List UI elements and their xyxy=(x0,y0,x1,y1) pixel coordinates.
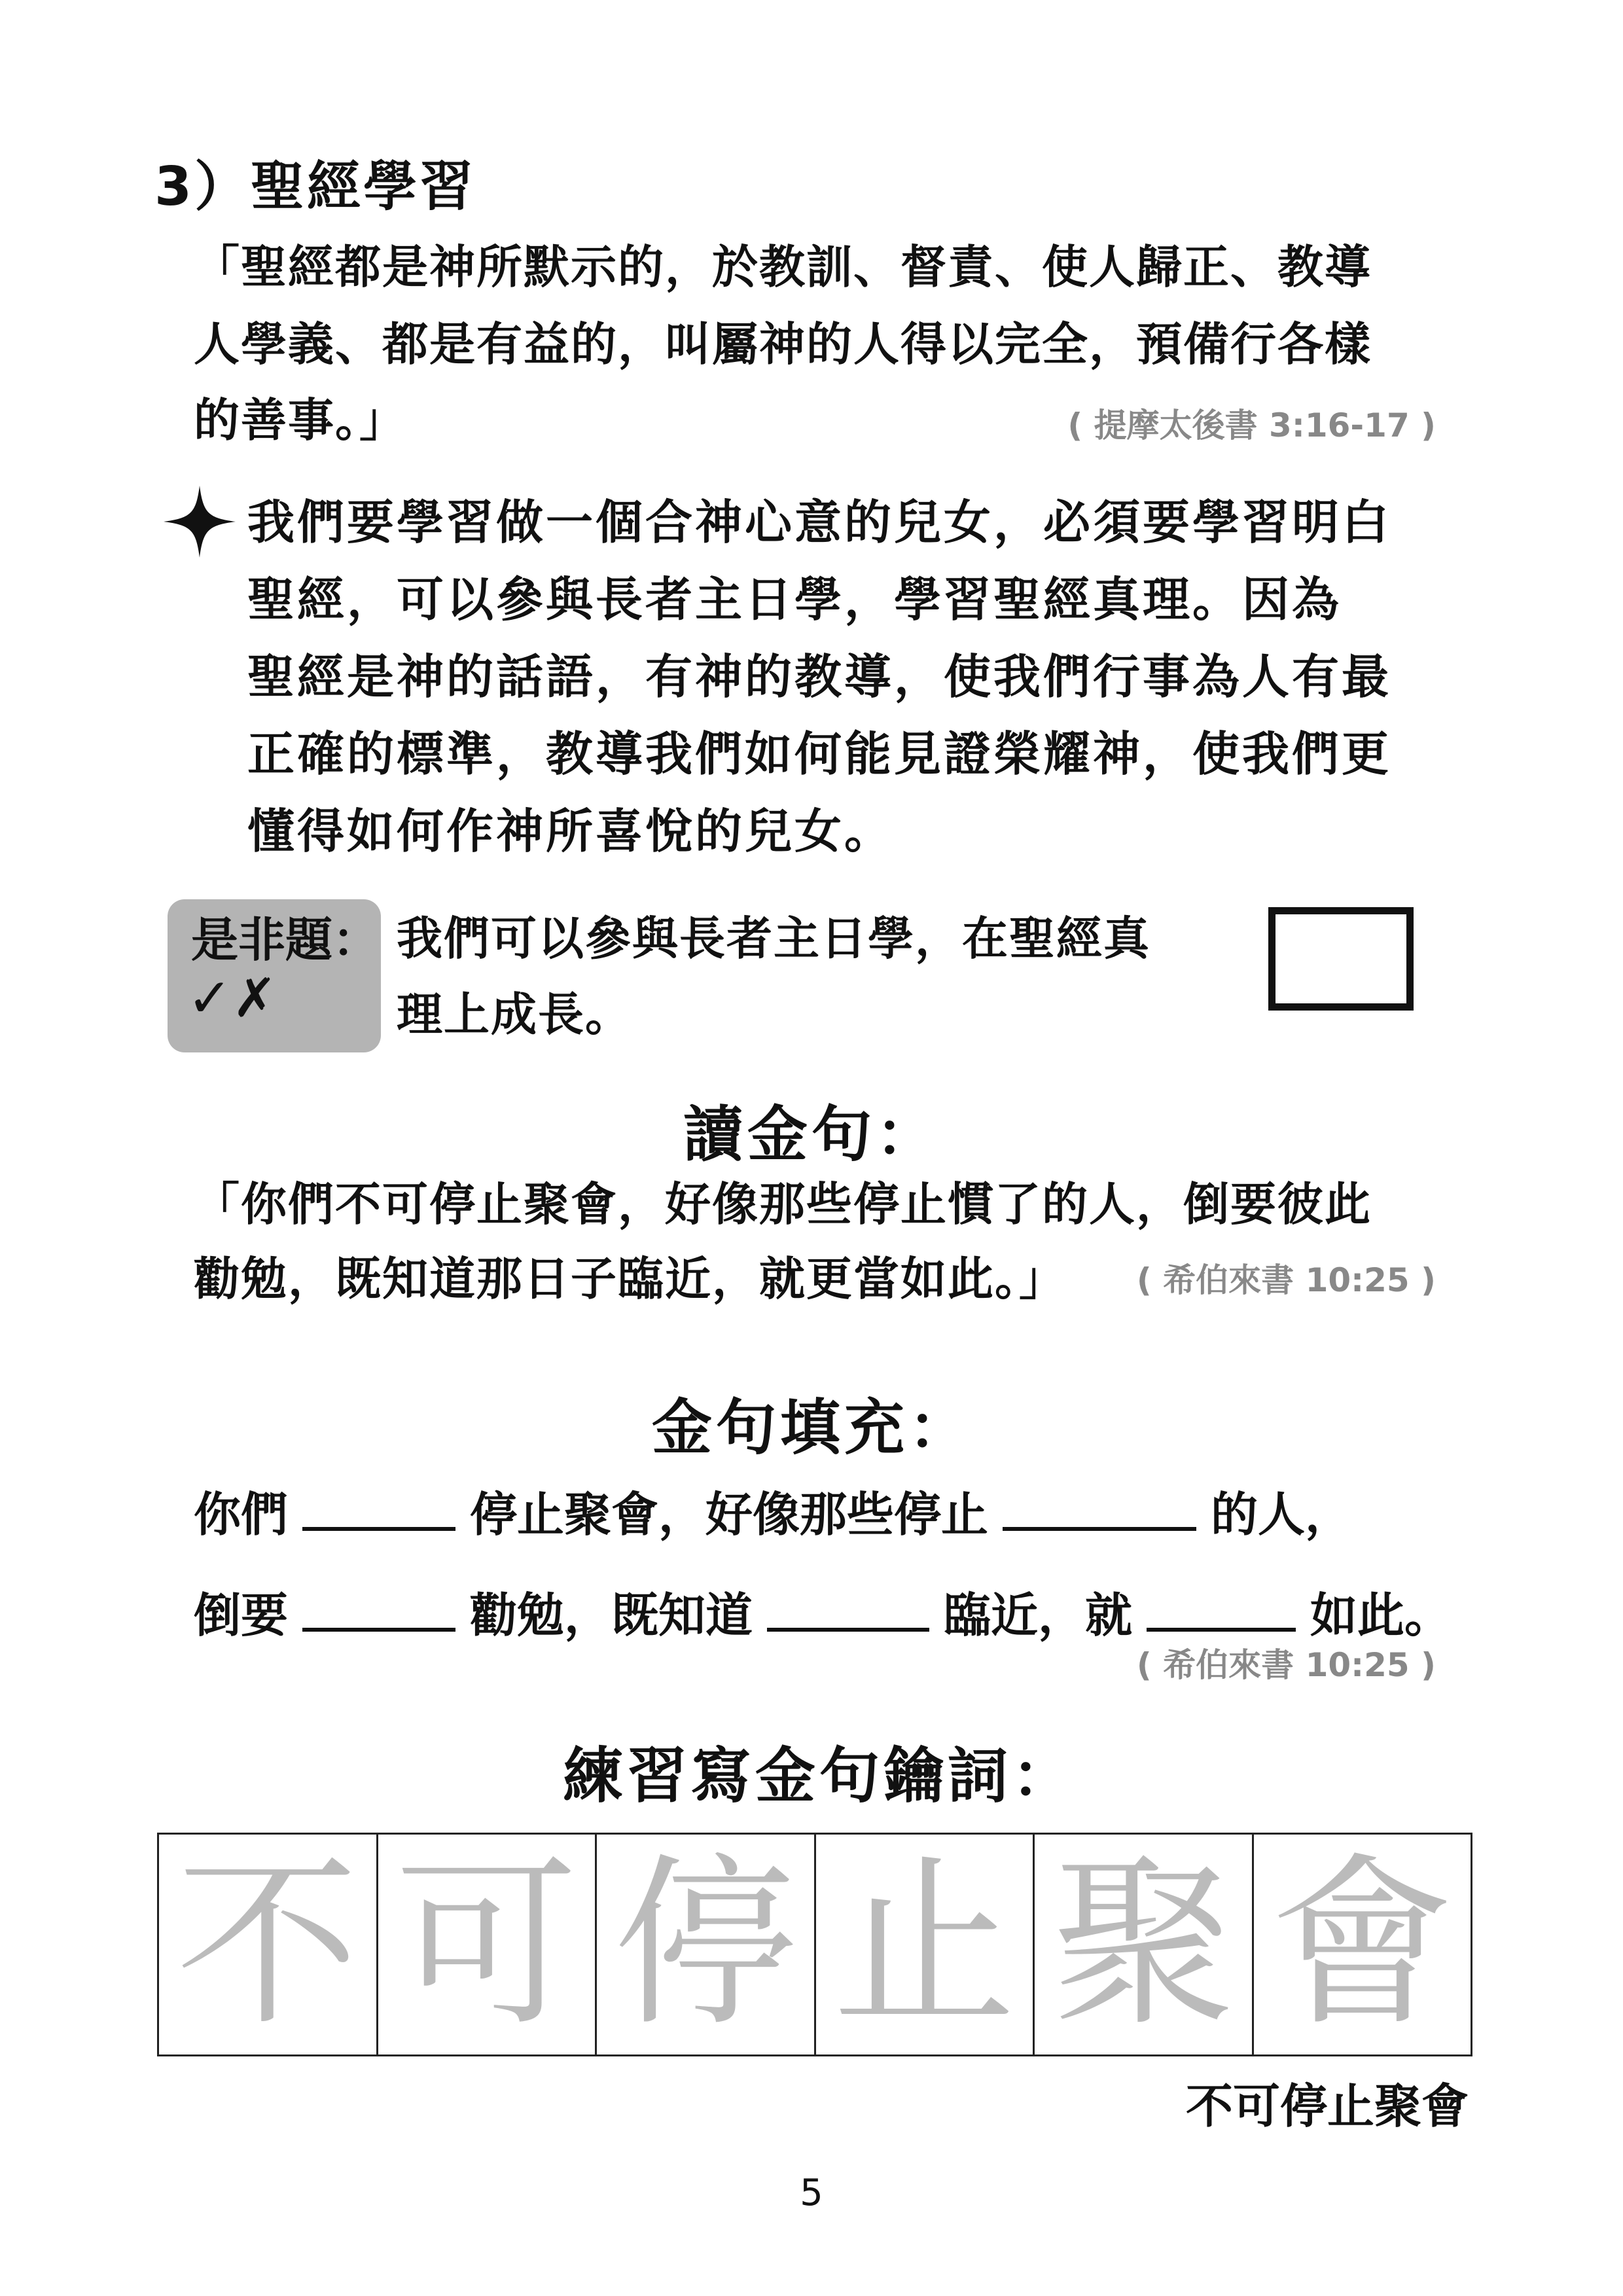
section-title: 3）聖經學習 xyxy=(154,156,476,218)
practice-cell[interactable]: 停 xyxy=(597,1835,816,2054)
fill-in-heading: 金句填充： xyxy=(652,1393,973,1463)
fill-in-blank-2[interactable] xyxy=(1003,1520,1196,1531)
fill-in-text: 如此。 xyxy=(1310,1588,1452,1643)
fill-in-text: 倒要 xyxy=(194,1588,289,1643)
fill-in-text: 你們 xyxy=(194,1487,289,1542)
scripture-line-2: 人學義、都是有益的，叫屬神的人得以完全，預備行各樣 xyxy=(194,317,1372,371)
fill-in-blank-1[interactable] xyxy=(302,1520,455,1531)
practice-cell[interactable]: 可 xyxy=(378,1835,597,2054)
fill-in-line-2 xyxy=(194,1577,1452,1645)
explanation-line-1: 我們要學習做一個合神心意的兒女，必須要學習明白 xyxy=(247,495,1392,550)
fill-in-reference: ( 希伯來書 10:25 ) xyxy=(1136,1646,1436,1684)
true-false-answer-box[interactable] xyxy=(1268,907,1414,1011)
fill-in-blank-3[interactable] xyxy=(302,1621,455,1632)
fill-in-blank-5[interactable] xyxy=(1147,1621,1296,1632)
scripture-line-3: 的善事。」 xyxy=(194,393,406,447)
scripture-reference: ( 提摩太後書 3:16-17 ) xyxy=(1067,406,1436,444)
practice-cell[interactable]: 止 xyxy=(816,1835,1035,2054)
fill-in-text: 的人， xyxy=(1211,1487,1353,1542)
explanation-line-3: 聖經是神的話語，有神的教導，使我們行事為人有最 xyxy=(247,649,1392,704)
golden-verse-heading: 讀金句： xyxy=(683,1100,940,1170)
explanation-line-2: 聖經，可以參與長者主日學，學習聖經真理。因為 xyxy=(247,572,1342,627)
true-false-label: 是非題： xyxy=(191,912,380,967)
true-false-question-line-2: 理上成長。 xyxy=(397,988,632,1041)
golden-verse-line-2: 勸勉，既知道那日子臨近，就更當如此。」 xyxy=(194,1252,1066,1306)
fill-in-line-1 xyxy=(194,1477,1352,1545)
fill-in-text: 勸勉，既知道 xyxy=(470,1588,753,1643)
four-point-star-icon xyxy=(164,486,236,558)
golden-verse-line-1: 「你們不可停止聚會，好像那些停止慣了的人，倒要彼此 xyxy=(194,1177,1372,1231)
practice-cell[interactable]: 聚 xyxy=(1035,1835,1254,2054)
practice-cell[interactable]: 不 xyxy=(159,1835,378,2054)
fill-in-text: 停止聚會，好像那些停止 xyxy=(470,1487,989,1542)
true-false-marks: ✓✗ xyxy=(187,967,277,1030)
practice-cell[interactable]: 會 xyxy=(1270,1838,1454,2051)
practice-caption: 不可停止聚會 xyxy=(1185,2079,1469,2134)
true-false-question-line-1: 我們可以參與長者主日學，在聖經真 xyxy=(397,912,1150,965)
practice-heading: 練習寫金句鑰詞： xyxy=(563,1741,1077,1811)
fill-in-text: 臨近，就 xyxy=(944,1588,1133,1643)
explanation-line-5: 懂得如何作神所喜悅的兒女。 xyxy=(247,804,895,859)
fill-in-blank-4[interactable] xyxy=(767,1621,929,1632)
page-number: 5 xyxy=(800,2172,823,2214)
scripture-line-1: 「聖經都是神所默示的，於教訓、督責、使人歸正、教導 xyxy=(194,240,1372,294)
golden-verse-reference: ( 希伯來書 10:25 ) xyxy=(1136,1261,1436,1299)
explanation-line-4: 正確的標準，教導我們如何能見證榮耀神，使我們更 xyxy=(247,726,1392,781)
practice-grid xyxy=(157,1833,1472,2056)
